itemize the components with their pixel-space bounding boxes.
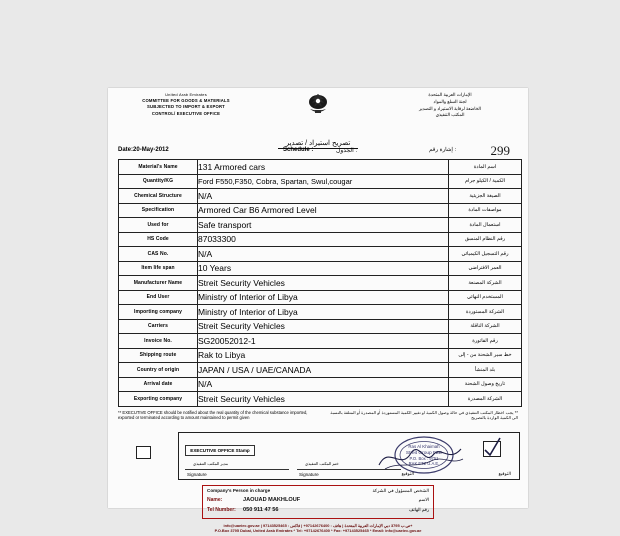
svg-text:RAK FTZ U.A.E.: RAK FTZ U.A.E. xyxy=(408,460,440,466)
row-value: Streit Security Vehicles xyxy=(198,319,449,334)
signature-box xyxy=(178,432,520,480)
row-label: HS Code xyxy=(119,232,198,247)
table-row xyxy=(119,189,522,204)
header-en-line-2: COMMITTEE FOR GOODS & MATERIALS xyxy=(142,98,230,103)
footer-line-2: P.O.Box 3795 Dubai, United Arab Emirates * Tel: +97142676400 * Fax: +97143525465 * Email: info@uaeiec.gov.ae xyxy=(214,528,422,534)
row-label: End User xyxy=(119,290,198,305)
row-value: Streit Security Vehicles xyxy=(198,392,449,407)
schedule-label: Schedule : xyxy=(283,147,314,153)
handwritten-signature xyxy=(375,439,465,473)
footnote-english: ** EXECUTIVE OFFICE should be notified about the real quantity of the chemical substance imported, exported or terminated according to amount maintained to permit given xyxy=(118,409,308,421)
row-value: Ford F550,F350, Cobra, Spartan, Swul,cougar xyxy=(198,174,449,189)
person-box-title-arabic: الشخص المسؤول في الشركة xyxy=(372,487,429,493)
row-label: Specification xyxy=(119,203,198,218)
checkbox-right[interactable] xyxy=(483,441,501,457)
header-en-line-3: SUBJECTED TO IMPORT & EXPORT xyxy=(147,104,225,110)
header-ar-line-3: الخاضعة لرقابة الاستيراد و التصدير xyxy=(419,105,481,111)
meta-row xyxy=(108,145,528,159)
header-ar-line-1: الإمارات العربية المتحدة xyxy=(428,92,472,97)
reference-label-arabic: إشارة رقم : xyxy=(429,147,456,153)
row-value: Ministry of Interior of Libya xyxy=(198,305,449,320)
person-tel-label-arabic: رقم الهاتف xyxy=(408,506,429,512)
row-label-arabic: رقم التسجيل الكيميائي xyxy=(449,247,522,262)
document-title-bar xyxy=(108,132,528,145)
row-label-arabic: العمر الافتراضي xyxy=(449,261,522,276)
document-sheet xyxy=(108,88,528,534)
header-ar-line-2: لجنة السلع والمواد xyxy=(433,98,467,104)
row-label: Chemical Structure xyxy=(119,189,198,204)
row-value: 131 Armored cars xyxy=(198,160,449,175)
table-row xyxy=(119,290,522,305)
row-label: Invoice No. xyxy=(119,334,198,349)
footer-line-1: info@uaeiec.gov.ae | ص.ب 3795 دبي الإمارات العربية المتحدة | هاتف : 97142676400+ | فاكس : 97143525465+ xyxy=(223,522,413,528)
signature-arabic-small-1: مدير المكتب التنفيذي xyxy=(193,460,228,466)
table-row xyxy=(119,203,522,218)
row-label-arabic: رقم الفاتورة xyxy=(449,334,522,349)
row-label-arabic: الصيغة الجزيئية xyxy=(449,189,522,204)
row-label-arabic: الشركة المستوردة xyxy=(449,305,522,320)
table-row xyxy=(119,232,522,247)
row-label-arabic: الشركة المصنعة xyxy=(449,276,522,291)
row-label-arabic: اسم المادة xyxy=(449,160,522,175)
row-label-arabic: استعمال المادة xyxy=(449,218,522,233)
row-label-arabic: مواصفات المادة xyxy=(449,203,522,218)
date-value: 20-May-2012 xyxy=(133,147,169,153)
row-label: Exporting company xyxy=(119,392,198,407)
row-value: Streit Security Vehicles xyxy=(198,276,449,291)
footnote xyxy=(118,410,518,430)
table-row xyxy=(119,247,522,262)
row-label-arabic: رقم النظام المنسق xyxy=(449,232,522,247)
row-label: Arrival date xyxy=(119,377,198,392)
row-label: Manufacturer Name xyxy=(119,276,198,291)
row-value: JAPAN / USA / UAE/CANADA xyxy=(198,363,449,378)
table-row xyxy=(119,261,522,276)
row-label: Carriers xyxy=(119,319,198,334)
uae-falcon-crest-icon xyxy=(301,90,335,120)
signature-arabic-small-2: ختم المكتب التنفيذي xyxy=(305,460,339,466)
signature-label-arabic-1: التوقيع xyxy=(498,470,511,476)
document-footer xyxy=(118,523,518,534)
row-label-arabic: الشركة الناقلة xyxy=(449,319,522,334)
svg-text:P.O. Box : 9751: P.O. Box : 9751 xyxy=(409,455,439,461)
person-tel-value: 050 911 47 56 xyxy=(243,506,279,513)
signature-label-1: Signature xyxy=(187,471,207,477)
table-row xyxy=(119,174,522,189)
document-header xyxy=(108,88,528,132)
row-label: Shipping route xyxy=(119,348,198,363)
table-row xyxy=(119,218,522,233)
row-label-arabic: الكمية / الكيلو جرام xyxy=(449,174,522,189)
table-row xyxy=(119,348,522,363)
person-tel-label: Tel Number: xyxy=(207,506,236,513)
table-row xyxy=(119,392,522,407)
person-name-label-arabic: الاسم xyxy=(418,496,429,502)
svg-text:Ras Al Khaimah: Ras Al Khaimah xyxy=(408,443,440,449)
svg-text:Streit Group FZE: Streit Group FZE xyxy=(405,450,443,456)
table-row xyxy=(119,319,522,334)
reference-number: 299 xyxy=(490,143,510,158)
row-label-arabic: بلد المنشأ xyxy=(449,363,522,378)
row-label: CAS No. xyxy=(119,247,198,262)
table-row xyxy=(119,160,522,175)
executive-office-stamp: EXECUTIVE OFFICE Stamp xyxy=(185,445,255,457)
signature-area xyxy=(118,432,518,484)
date-label: Date:20-May-2012 xyxy=(118,147,169,153)
signature-label-2: Signature xyxy=(299,471,319,477)
row-value: N/A xyxy=(198,247,449,262)
table-row xyxy=(119,305,522,320)
person-name-value: JAOUAD MAKHLOUF xyxy=(243,496,301,503)
row-label: Item life span xyxy=(119,261,198,276)
signature-labels-row xyxy=(179,469,519,477)
table-row xyxy=(119,276,522,291)
table-row xyxy=(119,363,522,378)
header-en-line-1: United Arab Emirates xyxy=(165,92,207,97)
row-value: Rak to Libya xyxy=(198,348,449,363)
header-english-block xyxy=(116,92,256,117)
row-value: 87033300 xyxy=(198,232,449,247)
row-value: N/A xyxy=(198,377,449,392)
row-label-arabic: خط سير الشحنة من - إلى xyxy=(449,348,522,363)
permit-table xyxy=(118,159,522,407)
table-row xyxy=(119,334,522,349)
schedule-label-arabic: الجدول : xyxy=(336,148,358,154)
row-value: 10 Years xyxy=(198,261,449,276)
row-label-arabic: الشركة المصدرة xyxy=(449,392,522,407)
page-title: تصريح استيراد / تصدير xyxy=(278,139,359,149)
header-en-line-4: CONTROL/ EXECUTIVE OFFICE xyxy=(151,110,221,116)
row-label: Material's Name xyxy=(119,160,198,175)
row-label-arabic: تاريخ وصول الشحنة xyxy=(449,377,522,392)
row-value: Armored Car B6 Armored Level xyxy=(198,203,449,218)
table-row xyxy=(119,377,522,392)
row-label-arabic: المستخدم النهائي xyxy=(449,290,522,305)
row-value: N/A xyxy=(198,189,449,204)
company-person-box xyxy=(202,485,434,519)
row-value: Safe transport xyxy=(198,218,449,233)
footnote-arabic: ** يجب اخطار المكتب التنفيذي في حالة وصول الكمية او تغيير الكمية المستوردة أو المصدرة أو المتلفة بالنسبة الى الكمية الواردة بالتصريح xyxy=(330,409,518,421)
checkbox-left[interactable] xyxy=(136,446,151,459)
header-arabic-block xyxy=(380,92,520,119)
signature-label-arabic-2: التوقيع xyxy=(401,470,414,476)
row-value: Ministry of Interior of Libya xyxy=(198,290,449,305)
person-name-label: Name: xyxy=(207,496,223,503)
row-label: Used for xyxy=(119,218,198,233)
header-ar-line-4: المكتب التنفيذي xyxy=(435,112,465,118)
row-label: Quantity/KG xyxy=(119,174,198,189)
row-label: Importing company xyxy=(119,305,198,320)
row-label: Country of origin xyxy=(119,363,198,378)
row-value: SG20052012-1 xyxy=(198,334,449,349)
person-box-title: Company's Person in charge xyxy=(207,487,271,493)
